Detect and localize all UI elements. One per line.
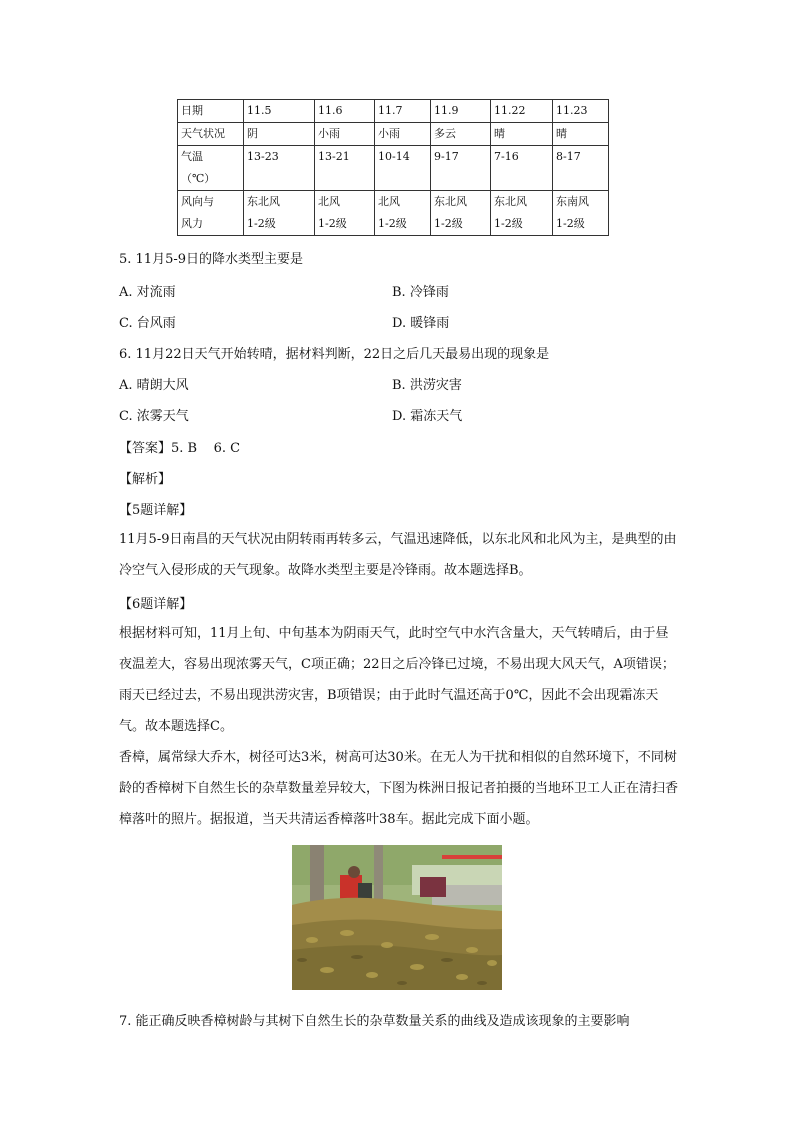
table-cell: 11.5 [244,100,315,123]
table-cell: 东北风 1-2级 [244,191,315,236]
table-cell: 东南风 1-2级 [553,191,609,236]
detail-6-heading: 【6题详解】 [119,597,193,612]
table-cell: 11.7 [375,100,431,123]
material-paragraph [119,742,679,835]
table-row [178,123,609,146]
row-header-cell: 气温 （℃） [178,146,244,191]
row-header-cell: 风向与 风力 [178,191,244,236]
table-cell: 11.9 [431,100,491,123]
table-cell: 13-23 [244,146,315,191]
detail-5-body [119,524,679,586]
detail-6-text: 根据材料可知，11月上旬、中旬基本为阴雨天气，此时空气中水汽含量大，天气转晴后，由于昼夜温差大，容易出现浓雾天气，C项正确；22日之后冷锋已过境，不易出现大风天气，A项错误；雨天已经过去，不易出现洪涝灾害，B项错误；由于此时气温还高于0℃，因此不会出现霜冻天气。故本题选择C。 [119,626,675,734]
table-cell: 阴 [244,123,315,146]
detail-5-heading: 【5题详解】 [119,503,193,518]
answer-line: 【答案】5. B 6. C [119,441,241,456]
table-cell: 11.6 [315,100,375,123]
table-cell: 晴 [553,123,609,146]
q5-option-a: A. 对流雨 [119,285,176,300]
table-cell: 10-14 [375,146,431,191]
table-cell: 11.22 [491,100,553,123]
q6-option-d: D. 霜冻天气 [392,409,463,424]
analysis-heading: 【解析】 [119,472,172,487]
table-cell: 11.23 [553,100,609,123]
table-cell: 北风 1-2级 [315,191,375,236]
table-cell: 小雨 [375,123,431,146]
table-cell: 9-17 [431,146,491,191]
q6-option-c: C. 浓雾天气 [119,409,189,424]
leaf-sweeping-photo [292,845,502,990]
row-header-cell: 天气状况 [178,123,244,146]
table-cell: 13-21 [315,146,375,191]
table-row [178,191,609,236]
q6-option-a: A. 晴朗大风 [119,378,189,393]
q6-option-b: B. 洪涝灾害 [392,378,462,393]
weather-table [177,99,609,236]
q7-stem: 7. 能正确反映香樟树龄与其树下自然生长的杂草数量关系的曲线及造成该现象的主要影响 [119,1014,630,1029]
table-row [178,146,609,191]
table-cell: 小雨 [315,123,375,146]
table-cell: 晴 [491,123,553,146]
detail-6-body [119,618,679,742]
row-header-cell: 日期 [178,100,244,123]
q5-stem: 5. 11月5-9日的降水类型主要是 [119,252,304,267]
table-row [178,100,609,123]
material-text: 香樟，属常绿大乔木，树径可达3米，树高可达30米。在无人为干扰和相似的自然环境下，不同树龄的香樟树下自然生长的杂草数量差异较大，下图为株洲日报记者拍摄的当地环卫工人正在清扫香樟落叶的照片。据报道，当天共清运香樟落叶38车。据此完成下面小题。 [119,750,679,827]
table-cell: 7-16 [491,146,553,191]
detail-5-text: 11月5-9日南昌的天气状况由阴转雨再转多云，气温迅速降低，以东北风和北风为主，是典型的由冷空气入侵形成的天气现象。故降水类型主要是冷锋雨。故本题选择B。 [119,532,677,578]
table-cell: 东北风 1-2级 [431,191,491,236]
table-cell: 东北风 1-2级 [491,191,553,236]
q5-option-b: B. 冷锋雨 [392,285,449,300]
table-cell: 多云 [431,123,491,146]
table-cell: 8-17 [553,146,609,191]
q5-option-c: C. 台风雨 [119,316,176,331]
q6-stem: 6. 11月22日天气开始转晴，据材料判断，22日之后几天最易出现的现象是 [119,347,550,362]
q5-option-d: D. 暖锋雨 [392,316,450,331]
table-cell: 北风 1-2级 [375,191,431,236]
